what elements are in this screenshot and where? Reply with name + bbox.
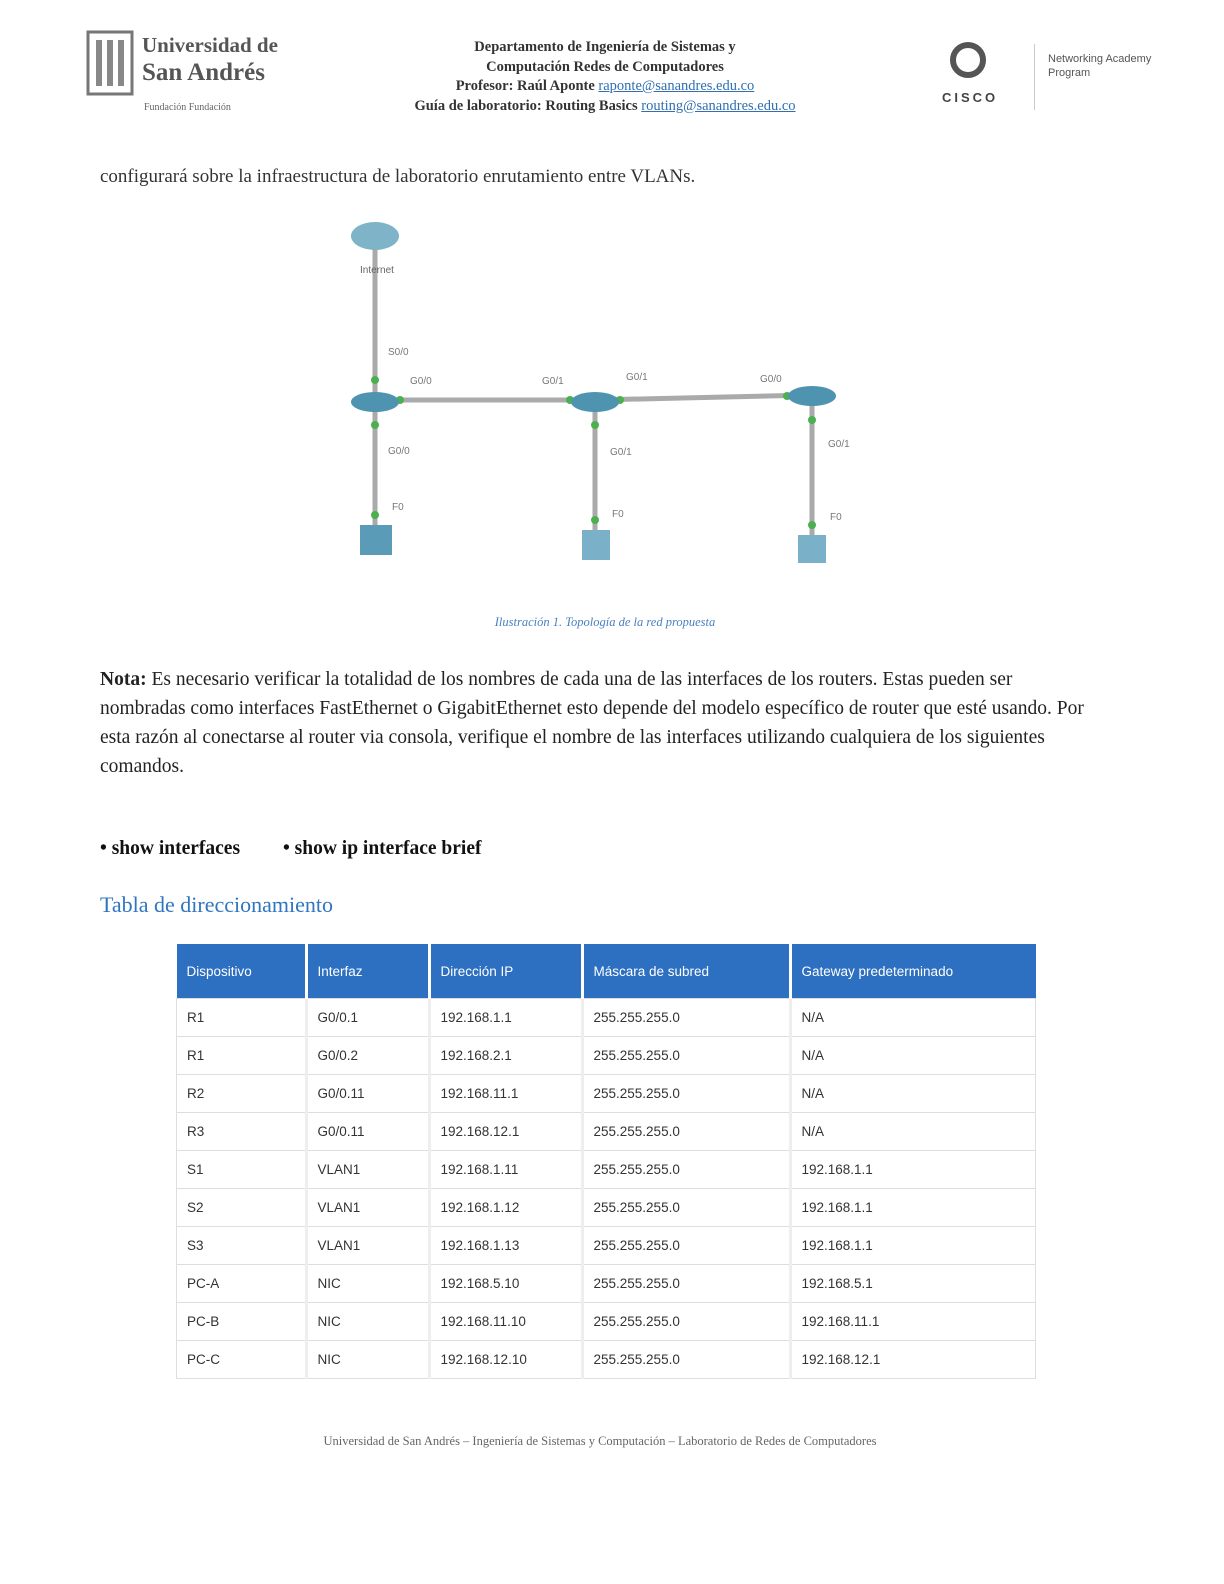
header-line-2: Computación Redes de Computadores (486, 58, 724, 75)
cisco-academy-logo (940, 38, 1165, 118)
link-status-dot (371, 376, 379, 384)
ring-logo-icon (948, 40, 988, 80)
table-cell: VLAN1 (306, 1227, 429, 1265)
table-row (177, 1227, 1036, 1265)
link-label: F0 (612, 509, 624, 520)
note-label: Nota: (100, 669, 147, 690)
table-cell: N/A (790, 1113, 1036, 1151)
link-status-dot (808, 416, 816, 424)
link-label: G0/1 (828, 439, 850, 450)
link-status-dot (808, 521, 816, 529)
table-cell: 192.168.12.10 (429, 1341, 582, 1379)
link-status-dot (591, 421, 599, 429)
pc-c-icon (798, 535, 826, 563)
table-cell: 255.255.255.0 (582, 999, 790, 1037)
link-label: G0/1 (542, 376, 564, 387)
column-header: Interfaz (306, 944, 429, 999)
table-cell: 192.168.12.1 (790, 1341, 1036, 1379)
table-cell: 192.168.1.13 (429, 1227, 582, 1265)
internet-cloud-icon (351, 222, 399, 250)
table-cell: G0/0.2 (306, 1037, 429, 1075)
link-r2-r3 (595, 395, 812, 400)
table-cell: G0/0.11 (306, 1113, 429, 1151)
link-status-dot (591, 516, 599, 524)
table-cell: 255.255.255.0 (582, 1227, 790, 1265)
table-cell: 255.255.255.0 (582, 1151, 790, 1189)
table-cell: 192.168.11.1 (429, 1075, 582, 1113)
table-cell: 192.168.5.10 (429, 1265, 582, 1303)
table-cell: 192.168.5.1 (790, 1265, 1036, 1303)
table-cell: VLAN1 (306, 1151, 429, 1189)
table-title: Tabla de direccionamiento (100, 892, 334, 917)
header-line-3 (300, 77, 910, 97)
table-cell: G0/0.11 (306, 1075, 429, 1113)
table-cell: N/A (790, 999, 1036, 1037)
page-footer: Universidad de San Andrés – Ingeniería de Sistemas y Computación – Laboratorio de Redes de Computadores (323, 1434, 877, 1448)
router-r3-icon (788, 386, 836, 406)
router-r2-icon (571, 392, 619, 412)
table-cell: R3 (177, 1113, 307, 1151)
table-cell: 192.168.1.12 (429, 1189, 582, 1227)
university-crest-icon (86, 30, 134, 96)
table-cell: S1 (177, 1151, 307, 1189)
pc-b-icon (582, 530, 610, 560)
table-body (177, 999, 1036, 1379)
table-cell: 192.168.1.1 (429, 999, 582, 1037)
table-cell: NIC (306, 1303, 429, 1341)
table-cell: NIC (306, 1265, 429, 1303)
university-name-line2: San Andrés (142, 59, 265, 86)
link-label: F0 (830, 512, 842, 523)
table-row (177, 1075, 1036, 1113)
university-subtitle: Fundación Fundación (144, 102, 231, 113)
network-topology-diagram (330, 210, 890, 610)
table-cell: 192.168.11.1 (790, 1303, 1036, 1341)
diagram-caption: Ilustración 1. Topología de la red propuesta (494, 615, 716, 629)
logo-text: Networking Academy Program (1048, 53, 1152, 79)
university-name-line1: Universidad de (142, 33, 278, 57)
column-header: Dispositivo (177, 944, 307, 999)
table-cell: R1 (177, 1037, 307, 1075)
link-label: F0 (392, 502, 404, 513)
table-cell: 192.168.1.1 (790, 1151, 1036, 1189)
command-list (100, 838, 1100, 860)
table-cell: N/A (790, 1075, 1036, 1113)
link-label: G0/0 (760, 374, 782, 385)
table-cell: PC-C (177, 1341, 307, 1379)
table-row (177, 1189, 1036, 1227)
table-cell: G0/0.1 (306, 999, 429, 1037)
table-cell: 255.255.255.0 (582, 1189, 790, 1227)
intro-paragraph: configurará sobre la infraestructura de laboratorio enrutamiento entre VLANs. (100, 166, 696, 187)
table-cell: 192.168.1.1 (790, 1189, 1036, 1227)
command-show-interfaces: • show interfaces (100, 838, 241, 859)
table-cell: 255.255.255.0 (582, 1113, 790, 1151)
internet-label: Internet (360, 265, 394, 276)
table-cell: 192.168.12.1 (429, 1113, 582, 1151)
table-cell: 255.255.255.0 (582, 1341, 790, 1379)
professor-email-link[interactable]: raponte@sanandres.edu.co (598, 78, 755, 94)
addressing-table (176, 944, 1036, 1379)
logo-acronym: CISCO (942, 90, 999, 105)
column-header: Dirección IP (429, 944, 582, 999)
link-status-dot (371, 511, 379, 519)
table-row (177, 1151, 1036, 1189)
table-row (177, 1265, 1036, 1303)
table-row (177, 1341, 1036, 1379)
table-header-row (177, 944, 1036, 999)
note-paragraph (100, 665, 1100, 781)
table-cell: 192.168.1.1 (790, 1227, 1036, 1265)
table-cell: 192.168.2.1 (429, 1037, 582, 1075)
header-line-4 (300, 97, 910, 117)
university-logo (86, 30, 291, 122)
table-cell: 192.168.11.10 (429, 1303, 582, 1341)
table-row (177, 1037, 1036, 1075)
professor-label: Profesor: Raúl Aponte (455, 78, 595, 94)
table-cell: S2 (177, 1189, 307, 1227)
link-label: S0/0 (388, 347, 409, 358)
lab-email-link[interactable]: routing@sanandres.edu.co (641, 97, 796, 114)
table-row (177, 1113, 1036, 1151)
column-header: Máscara de subred (582, 944, 790, 999)
page-header (0, 0, 1224, 150)
command-show-ip-interface-brief: • show ip interface brief (282, 838, 482, 859)
router-r1-icon (351, 392, 399, 412)
table-cell: S3 (177, 1227, 307, 1265)
table-cell: 255.255.255.0 (582, 1037, 790, 1075)
column-header: Gateway predeterminado (790, 944, 1036, 999)
header-info (300, 38, 910, 116)
table-row (177, 1303, 1036, 1341)
lab-guide-label: Guía de laboratorio: Routing Basics (414, 97, 638, 114)
header-line-1: Departamento de Ingeniería de Sistemas y (474, 39, 736, 55)
table-cell: 255.255.255.0 (582, 1303, 790, 1341)
table-cell: N/A (790, 1037, 1036, 1075)
link-status-dot (371, 421, 379, 429)
logo-divider (1034, 44, 1035, 110)
table-cell: 255.255.255.0 (582, 1075, 790, 1113)
table-cell: 255.255.255.0 (582, 1265, 790, 1303)
table-cell: PC-B (177, 1303, 307, 1341)
table-row (177, 999, 1036, 1037)
table-cell: NIC (306, 1341, 429, 1379)
link-label: G0/0 (410, 376, 432, 387)
pc-a-icon (360, 525, 392, 555)
table-cell: R2 (177, 1075, 307, 1113)
link-label: G0/1 (610, 447, 632, 458)
university-name (142, 32, 292, 86)
note-text: Es necesario verificar la totalidad de los nombres de cada una de las interfaces de los routers. Estas pueden ser nombradas como interfaces FastEthernet o GigabitEthernet esto depende del modelo específico de router que esté usando. Por esta razón al conectarse al router via consola, verifique el nombre de las interfaces utilizando cualquiera de los siguientes comandos. (100, 669, 1084, 777)
table-cell: R1 (177, 999, 307, 1037)
table-cell: VLAN1 (306, 1189, 429, 1227)
link-label: G0/0 (388, 446, 410, 457)
table-cell: 192.168.1.11 (429, 1151, 582, 1189)
link-label: G0/1 (626, 372, 648, 383)
table-cell: PC-A (177, 1265, 307, 1303)
